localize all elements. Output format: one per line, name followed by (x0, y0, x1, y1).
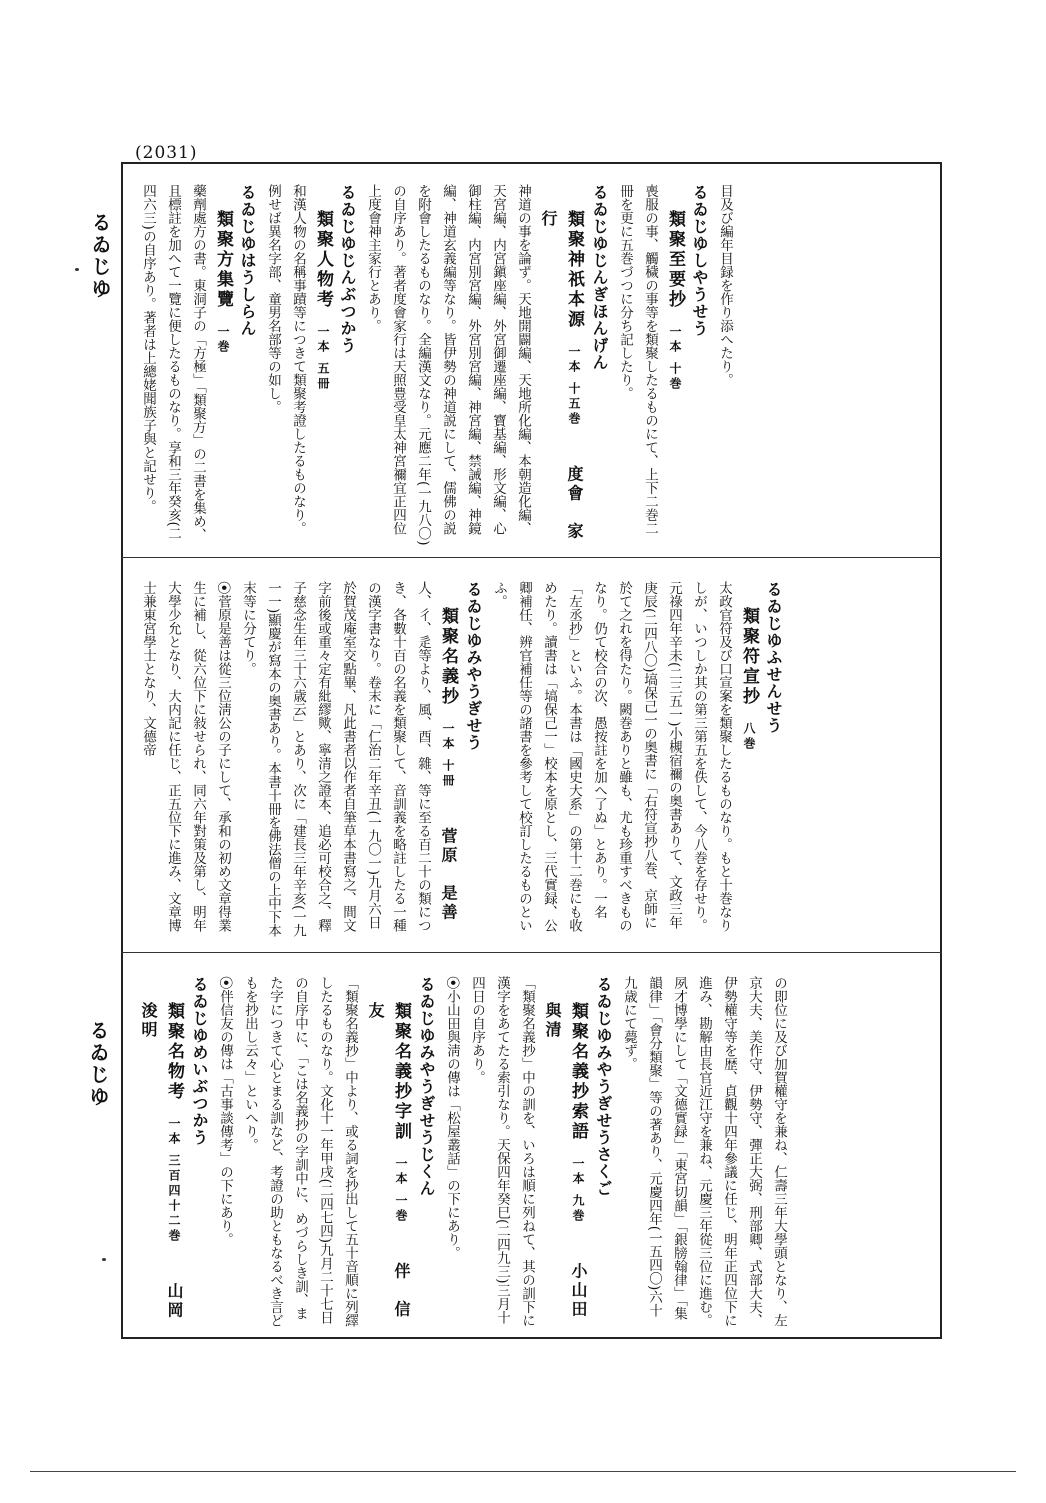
entry-title-text: 類聚至要抄 (665, 209, 685, 310)
entry-text: 目及び編年目録を作り添へたり。 (717, 184, 733, 387)
entry-text: ⦿菅原是善は從三位淸公の子にして、承和の初め文章得業生に補し、從六位下に敍せられ、同六年對策及第し、明年大學少允となり、大内記に任じ、正五位下に進み、文章博士兼東宮學士となり、文德帝 (140, 581, 231, 932)
entry-heading: るゐじゆめいぶつかう (190, 976, 209, 1146)
entry-text: 神道の事を論ず。天地開闢編、天地所化編、本朝造化編、天宮編、内宮鎭座編、外宮御遷座編、寶基編、形文編、心御柱編、内宮別宮編、外宮別宮編、神宮編、禁誡編、神鏡編、神道玄義編等なり。皆伊勢の神道説にして、儒佛の説を附會したるものなり。全編漢文なり。元應二年(一九八〇)の自序あり。著者度會家行は天照豊受皇太神宮禰宜正四位上度會神主家行とあり。 (365, 184, 531, 546)
page-number: (2031) (135, 143, 198, 163)
entry-heading: るゐじゆじんぎほんげん (590, 184, 609, 371)
scan-speck (75, 268, 79, 271)
side-heading-bottom: るゐじゆ (86, 1020, 110, 1108)
entry-title-text: 類聚名物考 (164, 1001, 184, 1102)
entry-title (310, 184, 335, 547)
entry-text: 藥劑處方の書。東洞子の「方極」「類聚方」の二書を集め、且標註を加へて一覽に便したるものなり。享和三年癸亥(二四六三)の自序あり。著者は上總姥聞族子與と記せり。 (140, 184, 206, 542)
entry-title-text: 類聚神祇本源 (564, 209, 584, 330)
entry-text: ⦿小山田與淸の傳は「松屋叢話」の下にあり。 (444, 976, 460, 1260)
entry-volume-count: 一本 九巻 (571, 1141, 585, 1224)
footer-rule (30, 1471, 1016, 1472)
entry-text: 「類聚名義抄」中の訓を、いろは順に列ねて、其の訓下に漢字をあてたる索引なり。天保四年癸巳(二四九三)三月十四日の自序あり。 (469, 976, 535, 1327)
entry-text: ⦿伴信友の傳は「古事談傳考」の下にあり。 (217, 976, 233, 1246)
tier-1 (121, 162, 942, 557)
tier-3-text (121, 954, 805, 1339)
entry-title-text: 類聚人物考 (313, 209, 333, 310)
tier-3 (121, 954, 942, 1339)
entry-heading: るゐじゆふせんせう (764, 581, 783, 734)
entry-text: 人、彳、辵等より、風、酉、雜、等に至る百二十の類につき、各數十百の名義を類聚して、音訓義を略註したる一種の漢字書なり。卷末に「仁治二年辛丑(一九〇一)九月六日於賀茂庵室交點畢、凡此書者以作者自筆草本書寫之、間文字前後或重々定有紕繆歟、寧清之證本、追必可校合之、釋子慈念生年三十六歳云」とあり、次に「建長三年辛亥(一九一一)顯慶が寫本の奥書あり。本書十冊を佛法僧の上中下本末等に分てり。 (240, 581, 431, 938)
entry-volume-count: 一本 三百四十二巻 (167, 1101, 181, 1244)
entry-text: の即位に及び加賀權守を兼ね、仁壽三年大學頭となり、左京大夫、美作守、伊勢守、彈正大弼、刑部卿、式部大夫、伊勢權守等を歴、貞觀十四年參議に任じ、明年正四位下に進み、勘解由長官近江守を兼ね、元慶三年從三位に進む。夙才博學にして「文德實録」「東宮切韻」「銀牓翰律」「集韻律」「會分類聚」等の著あり、元慶四年(一五四〇)六十九歳にて薨ず。 (621, 976, 787, 1327)
entry-title (362, 976, 414, 1329)
entry-title-text: 類聚名義抄索語 (568, 1001, 588, 1142)
entry-text: 太政官符及び口宣案を類聚したるものなり。もと十巻なりしが、いつしか其の第三第五を佚して、今八巻を存せり。元祿四年辛未(二三五一)小槻宿禰の奥書ありて、文政三年庚辰(二四八〇)塙保己一の奥書に「右符宣抄八巻、京師に於て之れを得たり。闕巻ありと雖も、尤も珍重すべきものなり。仍て校合の次、愚按註を加へ了ぬ」とあり。一名「左丞抄」といふ。本書は「國史大系」の第十二巻にも收めたり。讀書は「塙保己一」校本を原とし、三代實録、公卿補任、辨官補任等の諸書を參考して校訂したるものといふ。 (491, 581, 732, 932)
entry-title (210, 184, 235, 547)
tier-1-text (121, 162, 751, 557)
entry-text: 和漢人物の名稱事蹟等につきて類聚考證したるものなり。例せば異名字部、童男名部等の如し。 (265, 184, 306, 535)
entry-author: 菅原 是善 (439, 788, 458, 922)
entry-heading: るゐじゆみやうぎせう (464, 581, 483, 751)
entry-author: 伴 信友 (366, 1001, 411, 1319)
entry-title-text: 類聚符宣抄 (739, 606, 759, 707)
entry-title (736, 581, 761, 942)
entry-title-text: 類聚名義抄字訓 (391, 1001, 411, 1142)
entry-text: 「類聚名義抄」中より、或る詞を抄出して五十音順に列繹したるものなり。文化十一年甲戌(二四七四)九月二十七日の自序中に、「こは名義抄の字訓中に、めづらしき訓、また字につきて心とまる訓など、考證の助ともなるべき言どもを抄出し云々」といへり。 (242, 976, 358, 1327)
entry-heading: るゐじゆみやうぎせうじくん (417, 976, 436, 1197)
entry-volume-count: 一本 五冊 (316, 309, 330, 392)
side-heading-top: るゐじゆ (88, 212, 112, 300)
tier-divider-2 (121, 952, 942, 953)
entry-title (435, 581, 461, 942)
entry-title (662, 184, 687, 547)
entry-volume-count: 一巻 (216, 309, 230, 355)
tier-2 (121, 559, 942, 952)
entry-author: 小山田與清 (543, 1001, 588, 1319)
entry-title-text: 類聚名義抄 (438, 606, 458, 707)
entry-author: 度會 家行 (539, 209, 584, 541)
entry-title-text: 類聚方集覽 (213, 209, 233, 310)
entry-volume-count: 八巻 (742, 706, 756, 752)
entry-heading: るゐじゆみやうぎせうさくご (594, 976, 613, 1197)
entry-volume-count: 一本 十冊 (441, 706, 455, 789)
entry-text: 喪服の事、觸穢の事等を類聚したるものにて、上下二巻二冊を更に五巻づつに分ち記したり。 (617, 184, 658, 535)
scan-speck (102, 1258, 106, 1261)
entry-author: 山岡 浚明 (139, 1001, 184, 1339)
entry-heading: るゐじゆはうしらん (238, 184, 257, 337)
tier-divider-1 (121, 557, 942, 558)
entry-volume-count: 一本 十五巻 (567, 329, 581, 427)
entry-title (539, 976, 591, 1329)
entry-heading: るゐじゆしやうせう (690, 184, 709, 337)
entry-heading: るゐじゆじんぶつかう (338, 184, 357, 354)
entry-volume-count: 一本 一巻 (394, 1141, 408, 1224)
entry-volume-count: 一本 十巻 (668, 309, 682, 392)
entry-title (535, 184, 587, 547)
tier-2-text (121, 559, 800, 952)
entry-title (135, 976, 187, 1339)
